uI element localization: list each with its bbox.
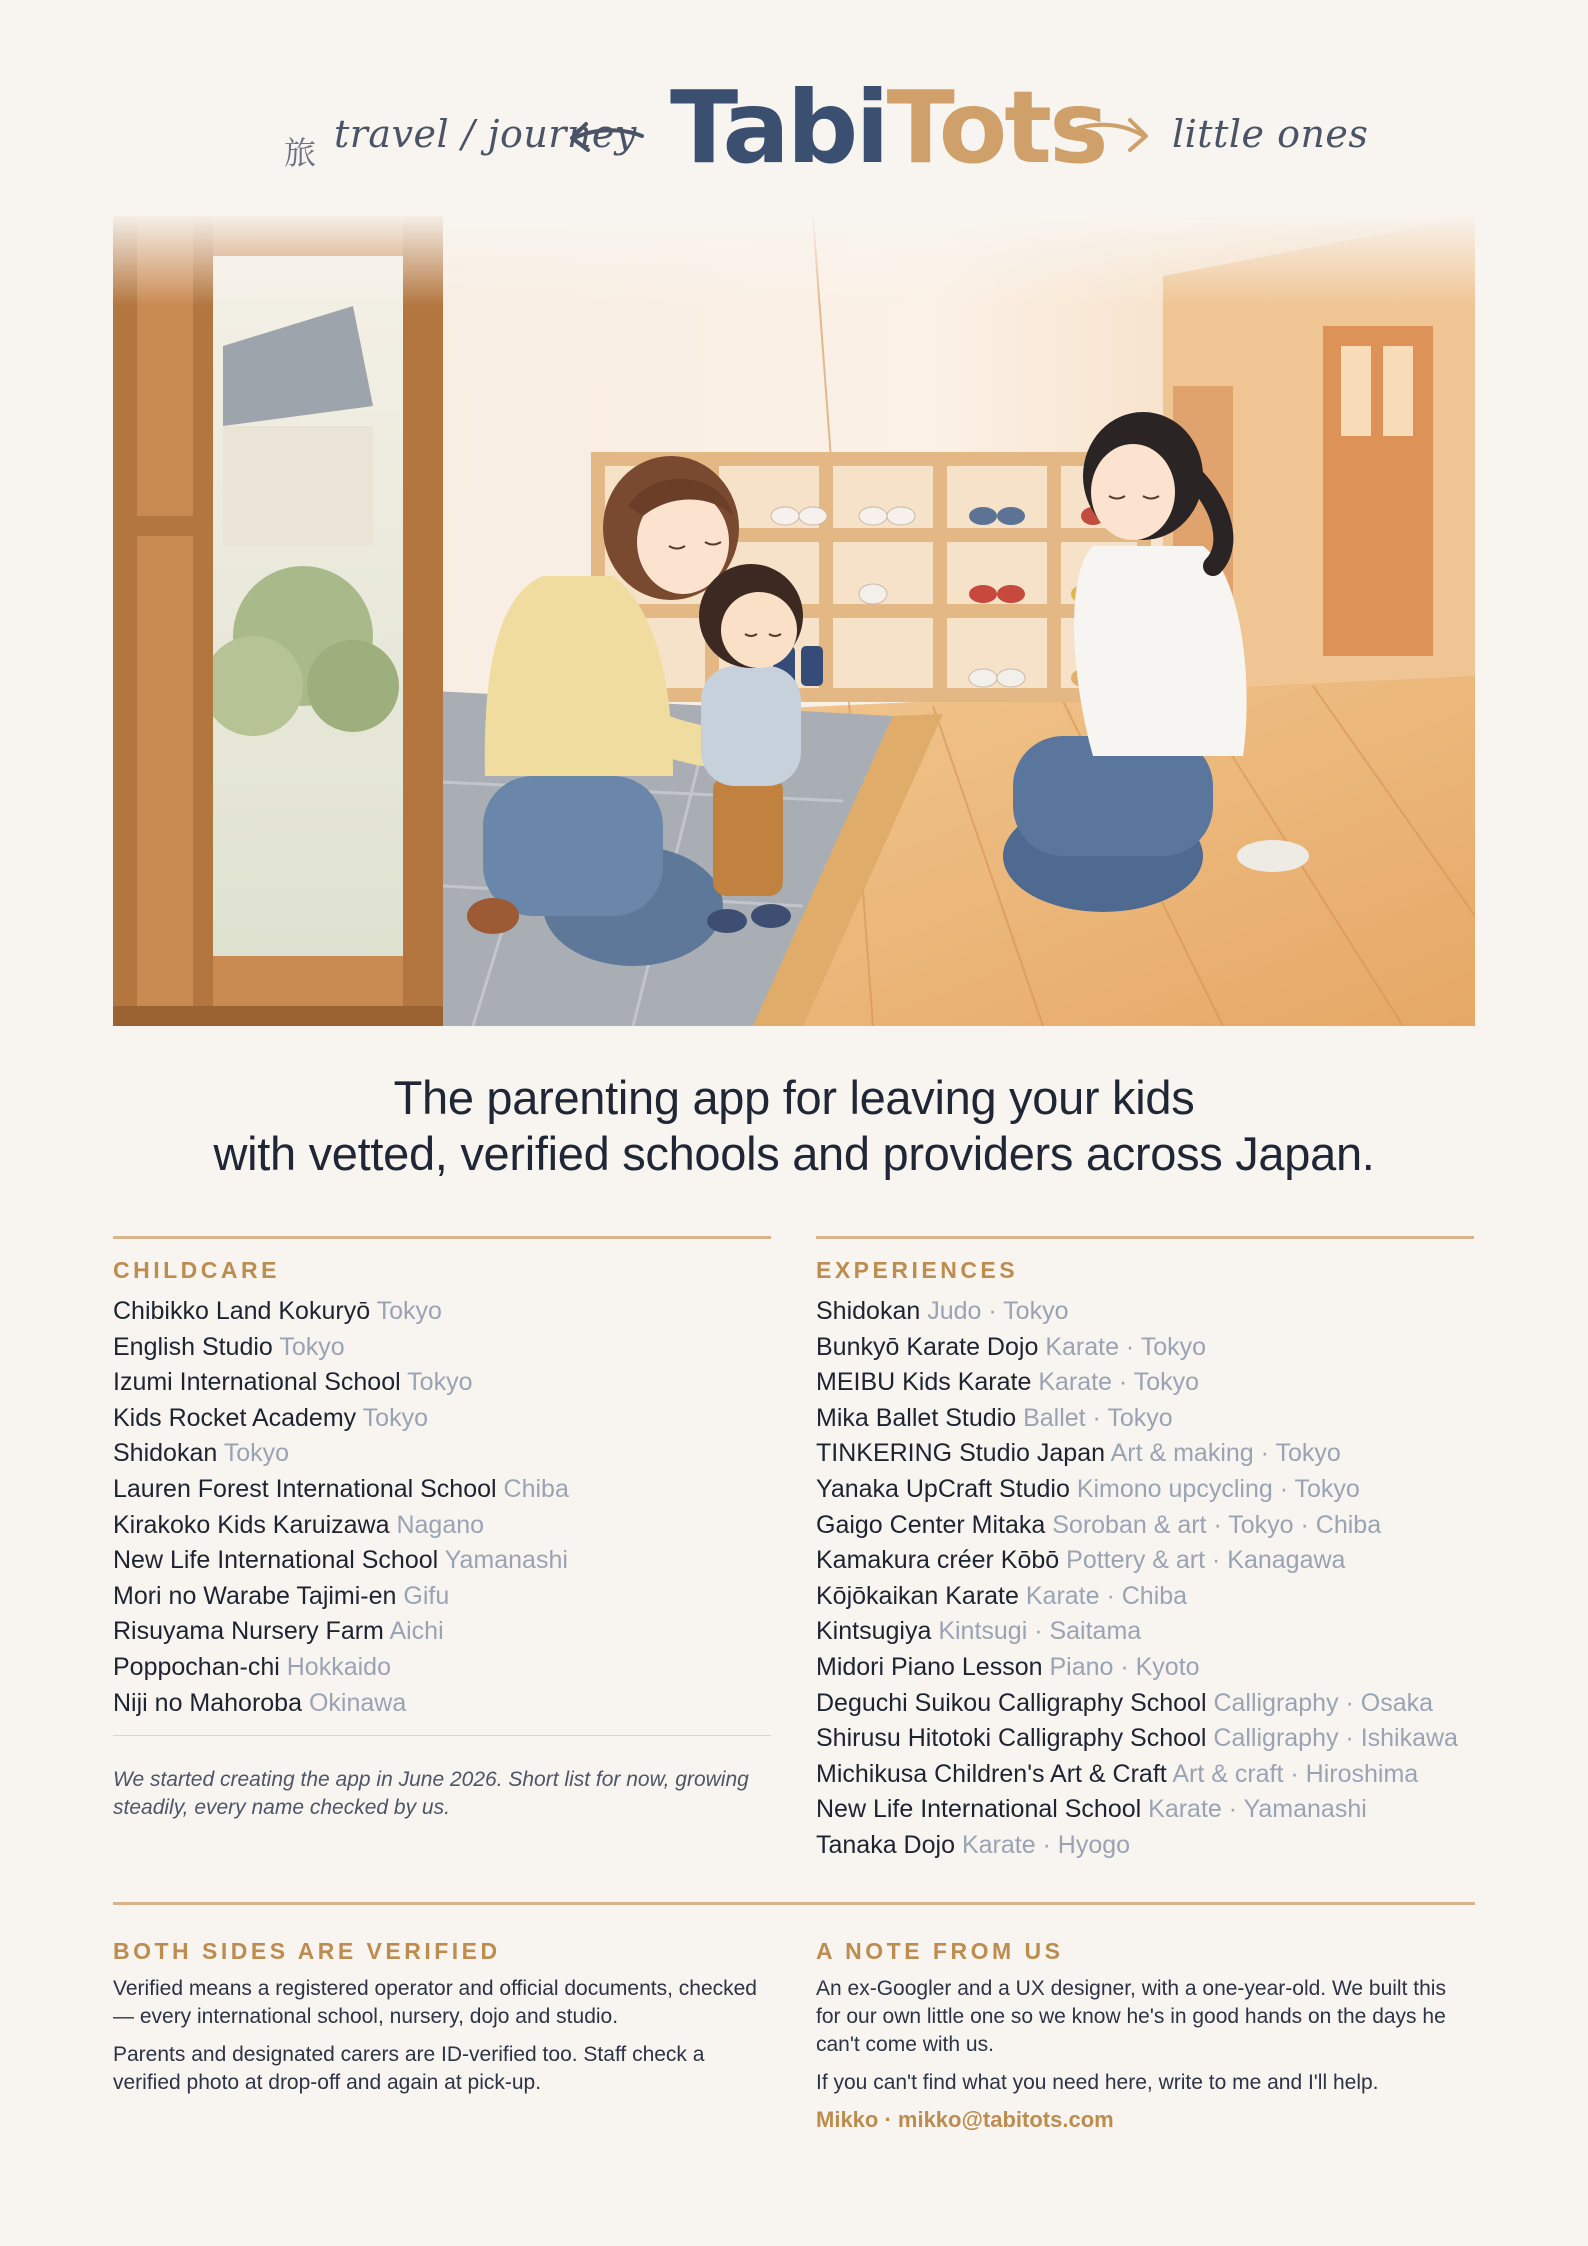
- provider-name: Izumi International School: [113, 1368, 401, 1397]
- provider-name: Poppochan-chi: [113, 1652, 280, 1681]
- list-item: [816, 1614, 1474, 1650]
- provider-meta: Pottery & art · Kanagawa: [1066, 1546, 1346, 1575]
- provider-name: Gaigo Center Mitaka: [816, 1510, 1046, 1539]
- list-item: [816, 1401, 1474, 1437]
- provider-name: New Life International School: [113, 1546, 439, 1575]
- list-item: [113, 1686, 771, 1722]
- list-item: [113, 1508, 771, 1544]
- list-item: [816, 1828, 1474, 1864]
- experiences-title: EXPERIENCES: [816, 1257, 1019, 1283]
- list-item: [113, 1650, 771, 1686]
- provider-meta: Kimono upcycling · Tokyo: [1076, 1474, 1360, 1503]
- provider-name: Michikusa Children's Art & Craft: [816, 1759, 1167, 1788]
- list-item: [113, 1401, 771, 1437]
- tagline-line-1: The parenting app for leaving your kids: [393, 1071, 1195, 1124]
- list-item: [816, 1294, 1474, 1330]
- provider-meta: Karate · Tokyo: [1038, 1368, 1200, 1397]
- header-left-annotation: travel / journey: [334, 112, 637, 156]
- provider-name: Chibikko Land Kokuryō: [113, 1297, 371, 1325]
- list-item: [113, 1543, 771, 1579]
- provider-name: Shidokan: [816, 1297, 921, 1325]
- provider-name: Kōjōkaikan Karate: [816, 1581, 1019, 1610]
- provider-meta: Calligraphy · Osaka: [1213, 1688, 1433, 1717]
- contact-signature[interactable]: Mikko · mikko@tabitots.com: [816, 2107, 1114, 2132]
- provider-location: Tokyo: [376, 1297, 442, 1325]
- provider-location: Okinawa: [308, 1688, 407, 1717]
- tagline: [0, 1070, 1588, 1182]
- provider-name: Mika Ballet Studio: [816, 1403, 1017, 1432]
- provider-location: Aichi: [389, 1617, 444, 1646]
- arrow-left-icon: [566, 112, 646, 158]
- list-item: [816, 1436, 1474, 1472]
- list-item: [816, 1508, 1474, 1544]
- list-item: [113, 1472, 771, 1508]
- list-divider: [113, 1735, 771, 1736]
- list-item: [816, 1650, 1474, 1686]
- list-item: [113, 1614, 771, 1650]
- provider-location: Tokyo: [223, 1439, 290, 1468]
- provider-name: Lauren Forest International School: [113, 1474, 497, 1503]
- list-item: [816, 1579, 1474, 1615]
- list-item: [113, 1365, 771, 1401]
- list-item: [113, 1436, 771, 1472]
- provider-name: English Studio: [113, 1332, 273, 1361]
- list-item: [816, 1365, 1474, 1401]
- logo-tabi: Tabi: [670, 69, 887, 186]
- tagline-line-2: with vetted, verified schools and providers across Japan.: [213, 1127, 1375, 1180]
- provider-meta: Soroban & art · Tokyo · Chiba: [1052, 1510, 1382, 1539]
- childcare-title: CHILDCARE: [113, 1257, 280, 1283]
- provider-location: Tokyo: [279, 1332, 345, 1361]
- provider-location: Chiba: [503, 1474, 569, 1503]
- list-item: [816, 1721, 1474, 1757]
- provider-name: Niji no Mahoroba: [113, 1688, 302, 1717]
- verified-paragraph-1: Verified means a registered operator and official documents, checked — every international school, nursery, dojo and studio.: [113, 1977, 757, 2028]
- provider-name: Tanaka Dojo: [816, 1830, 955, 1859]
- provider-meta: Kintsugi · Saitama: [938, 1617, 1142, 1646]
- provider-meta: Karate · Yamanashi: [1148, 1795, 1367, 1824]
- hero-illustration: [113, 216, 1475, 1026]
- provider-name: Yanaka UpCraft Studio: [816, 1474, 1070, 1503]
- list-growth-note: We started creating the app in June 2026. Short list for now, growing steadily, every name checked by us.: [113, 1768, 749, 1820]
- provider-name: Midori Piano Lesson: [816, 1652, 1043, 1681]
- provider-meta: Karate · Chiba: [1025, 1581, 1188, 1610]
- kanji-tabi: 旅: [284, 134, 317, 172]
- section-divider: [816, 1236, 1474, 1239]
- verified-title: BOTH SIDES ARE VERIFIED: [113, 1938, 501, 1964]
- note-from-us-section: [816, 1938, 1476, 2133]
- header-right-annotation: little ones: [1172, 112, 1369, 156]
- arrow-right-icon: [1074, 110, 1154, 156]
- list-item: [816, 1792, 1474, 1828]
- provider-name: New Life International School: [816, 1795, 1142, 1824]
- provider-name: Shirusu Hitotoki Calligraphy School: [816, 1724, 1207, 1753]
- provider-location: Tokyo: [362, 1403, 428, 1432]
- brand-header: [0, 69, 1588, 200]
- section-divider: [113, 1236, 771, 1239]
- verified-section: [113, 1938, 773, 2107]
- provider-meta: Calligraphy · Ishikawa: [1213, 1724, 1458, 1753]
- list-item: [113, 1330, 771, 1366]
- list-item: [113, 1294, 771, 1330]
- provider-meta: Karate · Tokyo: [1045, 1332, 1207, 1361]
- provider-meta: Piano · Kyoto: [1049, 1652, 1200, 1681]
- provider-name: MEIBU Kids Karate: [816, 1368, 1032, 1397]
- provider-name: Bunkyō Karate Dojo: [816, 1332, 1039, 1361]
- experiences-section: [816, 1236, 1474, 1864]
- provider-name: Deguchi Suikou Calligraphy School: [816, 1688, 1207, 1717]
- list-item: [816, 1543, 1474, 1579]
- list-item: [816, 1472, 1474, 1508]
- provider-location: Nagano: [396, 1510, 485, 1539]
- list-item: [113, 1579, 771, 1615]
- provider-name: Shidokan: [113, 1439, 218, 1468]
- logo-tots: Tots: [886, 69, 1106, 186]
- list-item: [816, 1686, 1474, 1722]
- note-title: A NOTE FROM US: [816, 1938, 1064, 1964]
- provider-meta: Art & making · Tokyo: [1110, 1439, 1341, 1468]
- note-paragraph-2: If you can't find what you need here, write to me and I'll help.: [816, 2071, 1379, 2094]
- provider-location: Tokyo: [407, 1368, 473, 1397]
- provider-meta: Karate · Hyogo: [961, 1830, 1131, 1859]
- provider-meta: Judo · Tokyo: [927, 1297, 1069, 1325]
- verified-paragraph-2: Parents and designated carers are ID-verified too. Staff check a verified photo at drop-off and again at pick-up.: [113, 2043, 705, 2094]
- provider-name: Kids Rocket Academy: [113, 1403, 357, 1432]
- provider-name: Kintsugiya: [816, 1617, 932, 1646]
- provider-name: Risuyama Nursery Farm: [113, 1617, 384, 1646]
- provider-name: Kirakoko Kids Karuizawa: [113, 1510, 390, 1539]
- list-item: [816, 1757, 1474, 1793]
- provider-location: Gifu: [403, 1581, 450, 1610]
- provider-meta: Art & craft · Hiroshima: [1172, 1759, 1419, 1788]
- provider-location: Yamanashi: [444, 1546, 568, 1575]
- provider-name: Kamakura créer Kōbō: [816, 1546, 1060, 1575]
- tabitots-logo: [670, 69, 1106, 186]
- list-item: [816, 1330, 1474, 1366]
- provider-location: Hokkaido: [286, 1652, 391, 1681]
- note-paragraph-1: An ex-Googler and a UX designer, with a one-year-old. We built this for our own little one so we know he's in good hands on the days he can't come with us.: [816, 1977, 1446, 2056]
- provider-name: TINKERING Studio Japan: [816, 1439, 1106, 1468]
- bottom-divider: [113, 1902, 1475, 1905]
- childcare-list: [113, 1294, 771, 1721]
- experiences-list: [816, 1294, 1474, 1864]
- provider-name: Mori no Warabe Tajimi-en: [113, 1581, 397, 1610]
- childcare-section: [113, 1236, 771, 1822]
- provider-meta: Ballet · Tokyo: [1023, 1403, 1173, 1432]
